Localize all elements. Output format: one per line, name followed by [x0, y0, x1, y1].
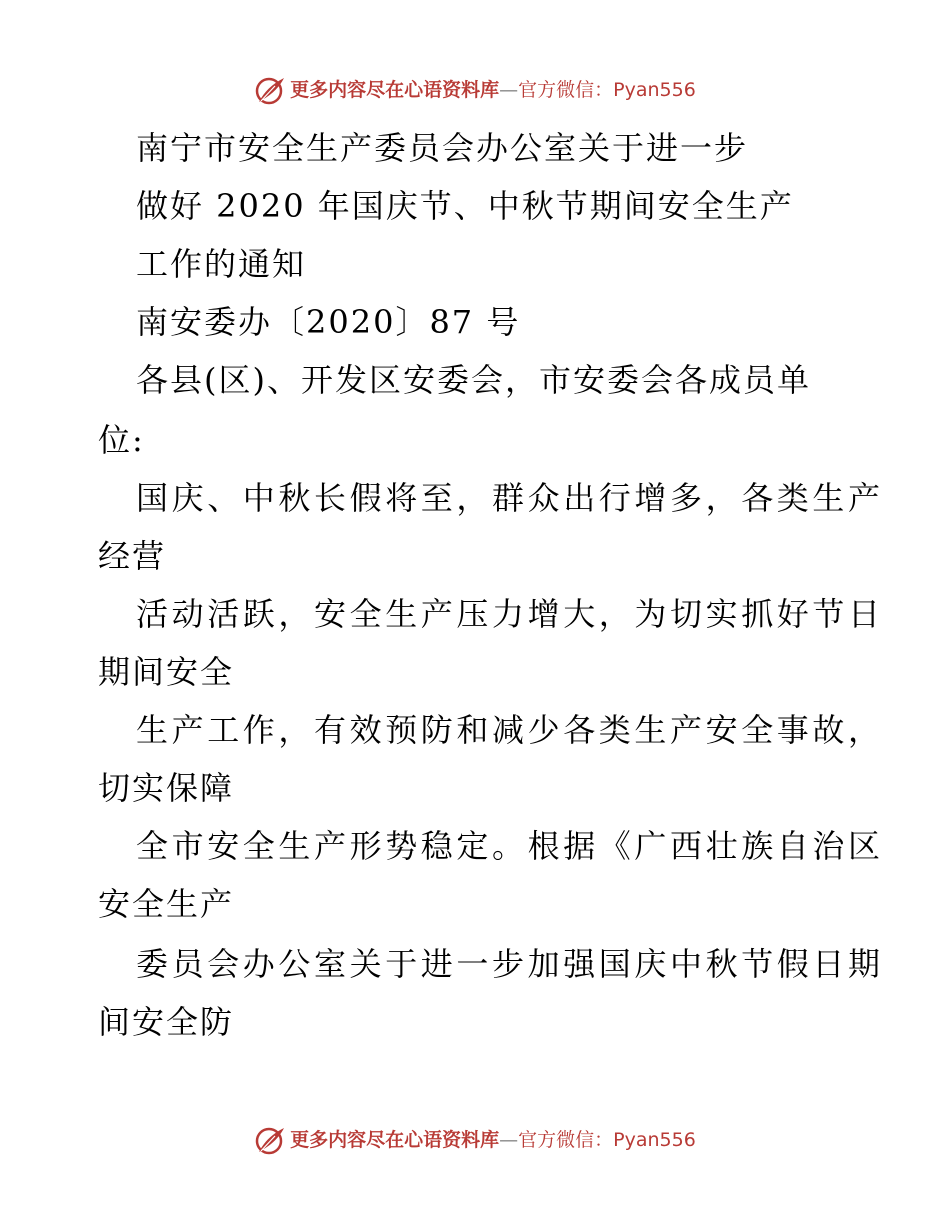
banner-contact: 官方微信：Pyan556	[518, 1128, 696, 1151]
banner-text: 更多内容尽在心语资料库	[290, 78, 500, 101]
body-line: 安全生产	[98, 885, 235, 923]
banner-text: 更多内容尽在心语资料库	[290, 1128, 500, 1151]
addressee-line: 位:	[98, 421, 145, 459]
body-line: 全市安全生产形势稳定。根据《广西壮族自治区	[136, 827, 884, 865]
feather-pen-logo-icon	[254, 74, 286, 106]
body-line: 期间安全	[98, 653, 235, 691]
title-line: 南宁市安全生产委员会办公室关于进一步	[136, 129, 749, 167]
banner-separator: —	[499, 78, 519, 101]
title-line: 工作的通知	[136, 245, 307, 283]
title-line: 做好 2020 年国庆节、中秋节期间安全生产	[136, 187, 794, 225]
body-line: 切实保障	[98, 769, 235, 807]
document-number: 南安委办〔2020〕87 号	[136, 303, 521, 341]
body-line: 经营	[98, 537, 167, 575]
addressee-line: 各县(区)、开发区安委会，市安委会各成员单	[136, 361, 811, 399]
body-line: 委员会办公室关于进一步加强国庆中秋节假日期	[136, 945, 884, 983]
body-line: 国庆、中秋长假将至，群众出行增多，各类生产	[136, 479, 884, 517]
feather-pen-logo-icon	[254, 1124, 286, 1156]
body-line: 生产工作，有效预防和减少各类生产安全事故，	[136, 711, 884, 749]
body-line: 活动活跃，安全生产压力增大，为切实抓好节日	[136, 595, 884, 633]
header-banner	[0, 70, 950, 110]
body-line: 间安全防	[98, 1003, 235, 1041]
banner-separator: —	[499, 1128, 519, 1151]
footer-banner	[0, 1120, 950, 1160]
banner-contact: 官方微信：Pyan556	[518, 78, 696, 101]
